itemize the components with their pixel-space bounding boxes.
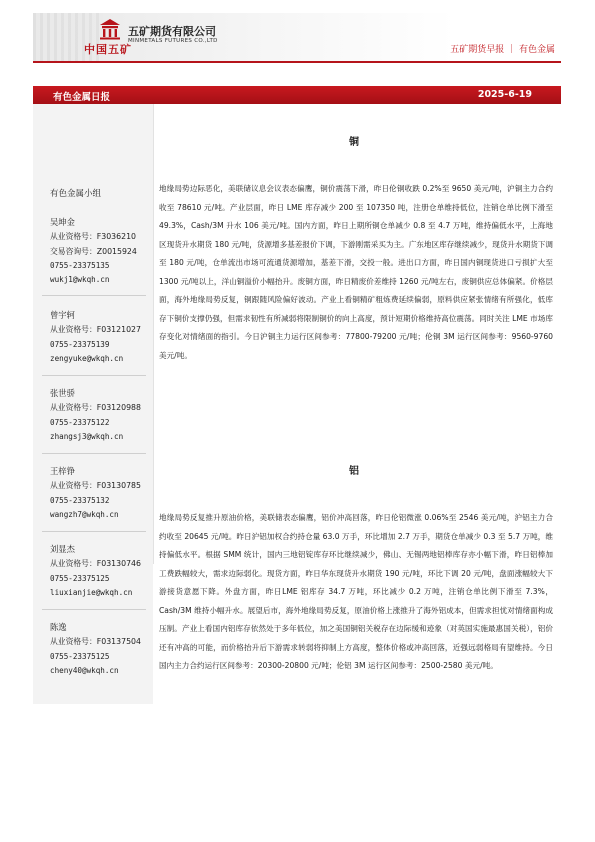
contact-license: 从业资格号：F03130746 [50,559,141,569]
contact-license: 从业资格号：F03137504 [50,637,141,647]
contact-card [50,308,141,366]
contact-name: 王梓铮 [50,466,75,476]
contact-email[interactable]: liuxianjie@wkqh.cn [50,587,133,597]
contact-license: 从业资格号：F03120988 [50,403,141,413]
company-name-en: MINMETALS FUTURES CO.,LTD [128,38,218,44]
report-title: 有色金属日报 [53,92,111,103]
contact-name: 曾宇轲 [50,310,75,320]
contact-card [50,542,141,600]
contact-separator [42,453,146,454]
report-category: 五矿期货早报 ｜ 有色金属 [450,45,555,55]
logo-text: 中国五矿 [84,43,132,56]
contact-license: 从业资格号：F3036210 [50,232,136,242]
contact-phone: 0755-23375132 [50,495,110,505]
minmetals-logo-icon [98,18,122,40]
contact-email[interactable]: wukj1@wkqh.cn [50,275,110,285]
contact-card [50,620,141,678]
contact-name: 吴坤金 [50,217,75,227]
contact-separator [42,295,146,296]
contact-card [50,464,141,522]
contact-email[interactable]: zhangsj3@wkqh.cn [50,431,124,441]
report-date: 2025-6-19 [477,89,532,100]
contact-phone: 0755-23375125 [50,573,110,583]
team-title: 有色金属小组 [50,189,102,199]
section-title-aluminium: 铝 [349,466,359,477]
contact-email[interactable]: cheny40@wkqh.cn [50,665,119,675]
contact-email[interactable]: wangzh7@wkqh.cn [50,509,119,519]
contact-separator [42,609,146,610]
section-title-copper: 铜 [349,137,359,148]
contact-advisory-license: 交易咨询号：Z0015924 [50,246,137,256]
contact-separator [42,375,146,376]
contact-name: 陈逸 [50,622,67,632]
contact-phone: 0755-23375125 [50,651,110,661]
company-name-cn: 五矿期货有限公司 [128,25,216,38]
contact-phone: 0755-23375139 [50,339,110,349]
contact-card [50,386,141,444]
contact-card [50,215,137,287]
contact-phone: 0755-23375122 [50,417,110,427]
contact-name: 刘显杰 [50,544,75,554]
column-divider [153,104,154,564]
contact-license: 从业资格号：F03121027 [50,325,141,335]
header-divider [33,61,561,63]
contact-email[interactable]: zengyuke@wkqh.cn [50,353,124,363]
section-body-copper: 地缘局势边际恶化，美联储议息会议表态偏鹰，铜价震荡下滑，昨日伦铜收跌 0.2%至 9650 美元/吨，沪铜主力合约收至 78610 元/吨。产业层面，昨日 LME 库存减少 200 至 107350 吨，注册仓单维持低位，注销仓单比例下滑至 49.3%，Cash/3M 升水 106 美元/吨。国内方面，昨日上期所铜仓单减少 0.8 至 4.7 万吨，维持偏低水平，上海地区现货升水期货 180 元/吨，货源增多基差报价下调，下游刚需采买为主。广东地区库存继续减少，现货升水期货下调至 180 元/吨，仓单流出市场可流通货源增加，基差下滑，交投一般。进出口方面，昨日国内铜现货进口亏损扩大至 1300 元/吨以上，洋山铜溢价小幅抬升。废铜方面，昨日精废价差维持 1260 元/吨左右，废铜供应总体偏紧。价格层面，海外地缘局势反复，铜跟随风险偏好波动。产业上看铜精矿粗炼费延续偏弱，原料供应紧张情绪有所强化，低库存下铜价支撑仍强，但需求韧性有所减弱将限制铜价的向上高度，预计短期价格维持高位震荡。同时关注 LME 市场库存变化对情绪面的指引。今日沪铜主力运行区间参考：77800-79200 元/吨；伦铜 3M 运行区间参考：9560-9760 美元/吨。 [159,184,553,360]
section-body-aluminium: 地缘局势反复推升原油价格，美联储表态偏鹰，铝价冲高回落，昨日伦铝微涨 0.06%至 2546 美元/吨，沪铝主力合约收至 20645 元/吨。昨日沪铝加权合约持仓量 63.0 万手，环比增加 2.7 万手，期货仓单减少 0.3 至 5.7 万吨，维持偏低水平。根据 SMM 统计，国内三地铝锭库存环比继续减少，佛山、无锡两地铝棒库存亦小幅下滑，昨日铝棒加工费跌幅较大，需求边际弱化。现货方面，昨日华东现货升水期货 190 元/吨，环比下调 20 元/吨，盘面涨幅较大下游接货意愿下降。外盘方面，昨日LME 铝库存 34.7 万吨，环比减少 0.2 万吨，注销仓单比例下滑至 7.3%，Cash/3M 维持小幅升水。展望后市，海外地缘局势反复，原油价格上涨推升了海外铝成本，但需求担忧对情绪面构成压制。产业上看国内铝库存依然处于多年低位，加之美国铜铝关税存在边际缓和迹象（对英国实施最惠国关税），铝价还有冲高的可能，而价格抬升后下游需求转弱将抑制上方高度，整体价格或冲高回落，近强远弱格局有望维持。今日国内主力合约运行区间参考：20300-20800 元/吨；伦铝 3M 运行区间参考：2500-2580 美元/吨。 [159,513,553,670]
contact-license: 从业资格号：F03130785 [50,481,141,491]
title-bar [33,86,561,104]
contact-separator [42,531,146,532]
contact-name: 张世骄 [50,388,75,398]
contact-phone: 0755-23375135 [50,260,110,270]
